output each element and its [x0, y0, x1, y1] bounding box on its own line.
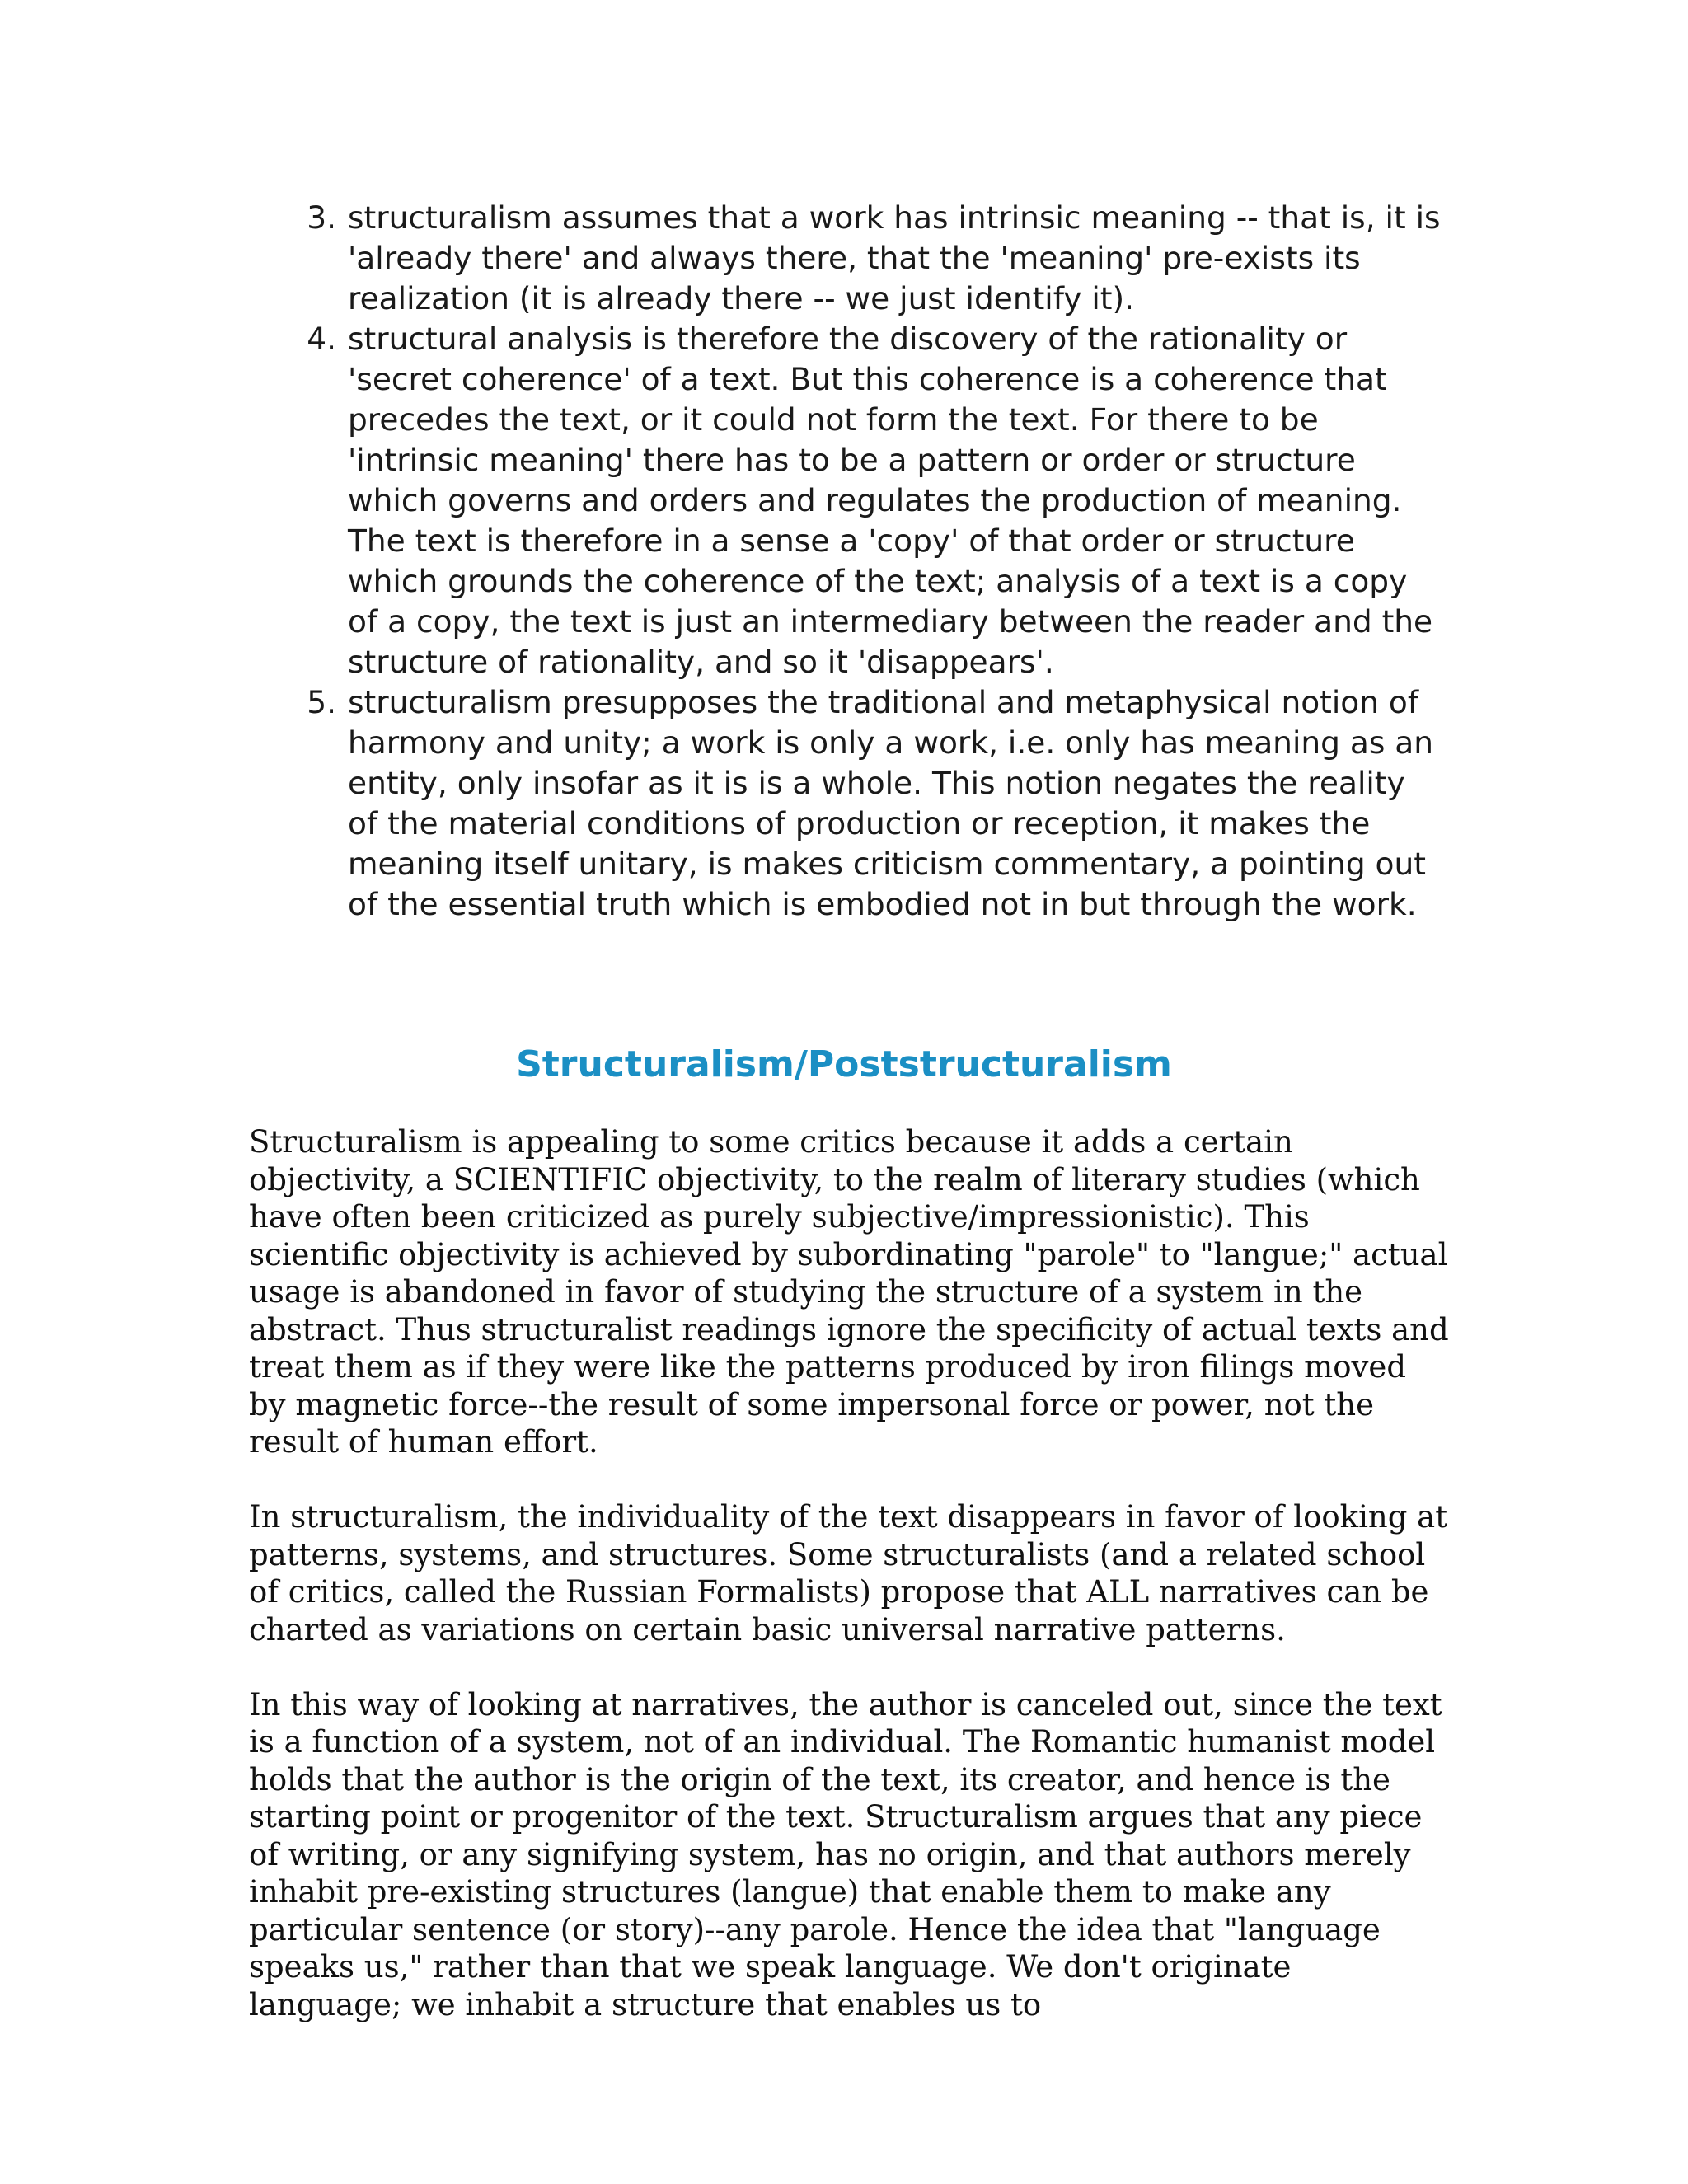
- list-item: [290, 319, 1444, 682]
- list-item: [290, 198, 1444, 319]
- list-item-text: structuralism assumes that a work has intrinsic meaning -- that is, it is 'already there' and always there, that the 'meaning' pre-exists its realization (it is already there -- we just identify it).: [348, 199, 1441, 316]
- list-item-text: structural analysis is therefore the discovery of the rationality or 'secret coherence' of a text. But this coherence is a coherence that precedes the text, or it could not form the text. For there to be 'intrinsic meaning' there has to be a pattern or order or structure which governs and orders and regulates the production of meaning. The text is therefore in a sense a 'copy' of that order or structure which grounds the coherence of the text; analysis of a text is a copy of a copy, the text is just an intermediary between the reader and the structure of rationality, and so it 'disappears'.: [348, 321, 1433, 680]
- body-text: [249, 1123, 1452, 2061]
- list-item-number: 4.: [307, 321, 336, 357]
- body-paragraph: In this way of looking at narratives, the author is canceled out, since the text is a function of a system, not of an individual. The Romantic humanist model holds that the author is the origin of the text, its creator, and hence is the starting point or progenitor of the text. Structuralism argues that any piece of writing, or any signifying system, has no origin, and that authors merely inhabit pre-existing structures (langue) that enable them to make any particular sentence (or story)--any parole. Hence the idea that "language speaks us," rather than that we speak language. We don't originate language; we inhabit a structure that enables us to: [249, 1686, 1442, 2022]
- body-paragraph: Structuralism is appealing to some critics because it adds a certain objectivity, a SCIENTIFIC objectivity, to the realm of literary studies (which have often been criticized as purely subjective/impressionistic). This scientific objectivity is achieved by subordinating "parole" to "langue;" actual usage is abandoned in favor of studying the structure of a system in the abstract. Thus structuralist readings ignore the specificity of actual texts and treat them as if they were like the patterns produced by iron filings moved by magnetic force--the result of some impersonal force or power, not the result of human effort.: [249, 1124, 1449, 1460]
- section-heading: Structuralism/Poststructuralism: [516, 1043, 1172, 1085]
- list-item-text: structuralism presupposes the traditional and metaphysical notion of harmony and unity; a work is only a work, i.e. only has meaning as an entity, only insofar as it is is a whole. This notion negates the reality of the material conditions of production or reception, it makes the meaning itself unitary, is makes criticism commentary, a pointing out of the essential truth which is embodied not in but through the work.: [348, 684, 1434, 922]
- numbered-list: [290, 198, 1444, 925]
- list-item-number: 3.: [307, 199, 336, 236]
- list-item-number: 5.: [307, 684, 336, 720]
- list-item: [290, 682, 1444, 925]
- body-paragraph: In structuralism, the individuality of the text disappears in favor of looking at patterns, systems, and structures. Some structuralists (and a related school of critics, called the Russian Formalists) propose that ALL narratives can be charted as variations on certain basic universal narrative patterns.: [249, 1499, 1448, 1647]
